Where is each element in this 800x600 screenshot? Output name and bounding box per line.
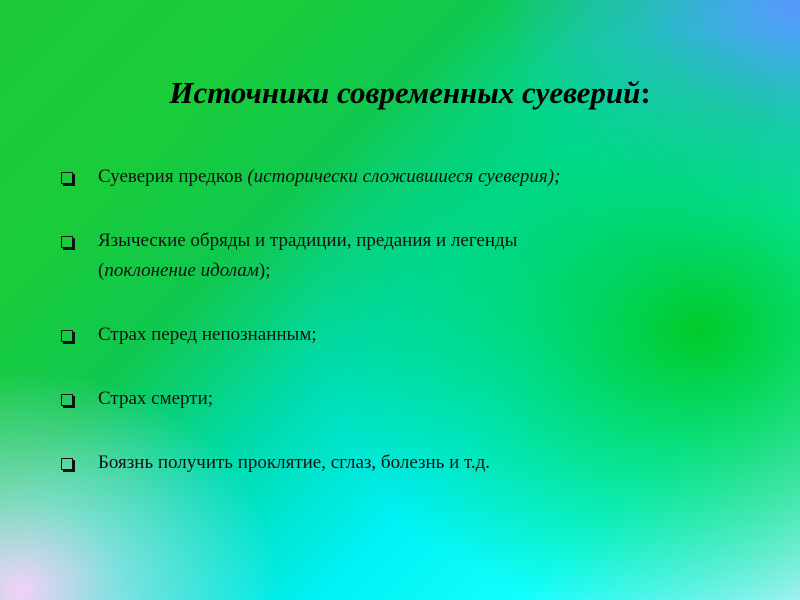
checkbox-square-icon — [61, 458, 73, 470]
bullet-item-fear-death — [58, 384, 758, 414]
checkbox-square-icon — [61, 394, 73, 406]
checkbox-square-icon — [61, 172, 73, 184]
slide-title-text: Источники современных суеверий — [169, 75, 641, 110]
checkbox-square-icon — [61, 236, 73, 248]
bullet-text: Суеверия предков — [98, 166, 248, 187]
bullet-item-ancestors — [58, 162, 758, 192]
bullet-list — [58, 162, 758, 478]
bullet-text: Боязнь получить проклятие, сглаз, болезнь и т.д. — [98, 452, 491, 473]
bullet-text: Страх смерти; — [98, 388, 214, 409]
checkbox-square-icon — [61, 330, 73, 342]
bullet-text-italic: (исторически сложившиеся суеверия); — [247, 166, 561, 187]
bullet-text-paren-close: ); — [258, 260, 271, 281]
bullet-text-paren-open: ( — [98, 260, 105, 281]
bullet-text-italic: поклонение идолам — [104, 260, 259, 281]
bullet-item-pagan-rites — [58, 226, 758, 286]
bullet-item-curse — [58, 448, 758, 478]
bullet-text: Языческие обряды и традиции, предания и легенды — [98, 230, 518, 251]
bullet-text: Страх перед непознанным; — [98, 324, 317, 345]
bullet-item-fear-unknown — [58, 320, 758, 350]
slide-title-colon: : — [640, 75, 651, 110]
slide-title — [0, 75, 800, 111]
